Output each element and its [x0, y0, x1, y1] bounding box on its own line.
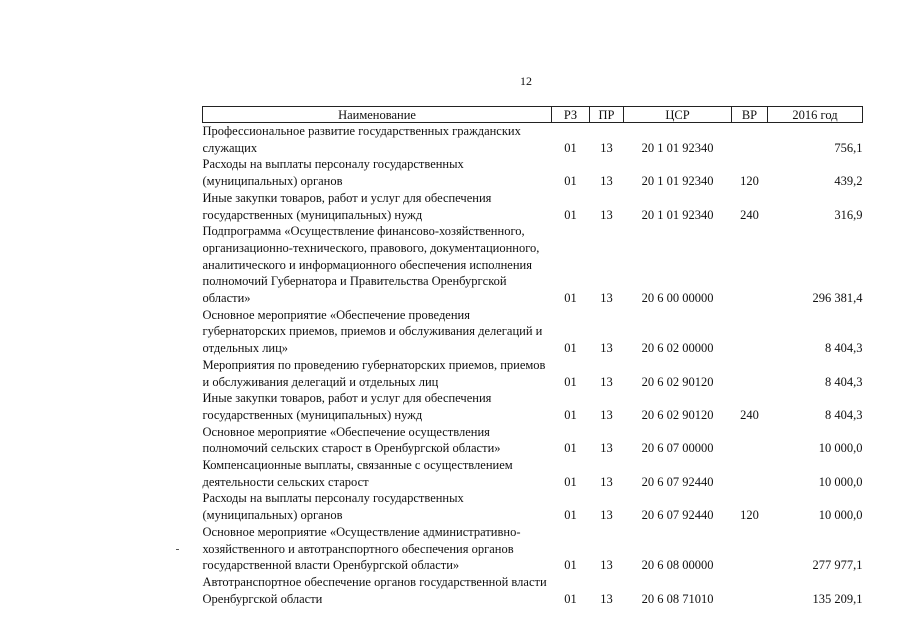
cell-vr	[732, 457, 768, 490]
cell-csr: 20 1 01 92340	[641, 174, 714, 189]
cell-rz: 01	[564, 474, 577, 489]
cell-rz: 01	[564, 508, 577, 523]
cell-vr: 120	[740, 508, 759, 523]
header-vr: ВР	[732, 107, 768, 123]
table-header-row	[203, 107, 863, 123]
cell-vr	[732, 223, 768, 307]
table-row	[203, 307, 863, 357]
cell-name: Компенсационные выплаты, связанные с осуществлением деятельности сельских старост	[202, 458, 513, 489]
cell-csr: 20 6 07 92440	[641, 474, 714, 489]
cell-rz: 01	[564, 591, 577, 606]
cell-csr: 20 6 02 90120	[641, 374, 714, 389]
cell-vr	[732, 123, 768, 157]
cell-name: Иные закупки товаров, работ и услуг для обеспечения государственных (муниципальных) нужд	[202, 391, 492, 422]
cell-vr	[732, 524, 768, 574]
cell-vr	[732, 424, 768, 457]
table-row	[203, 390, 863, 423]
cell-csr: 20 6 07 92440	[641, 508, 714, 523]
table-row	[203, 574, 863, 607]
header-rz: РЗ	[552, 107, 590, 123]
cell-pr: 13	[600, 441, 613, 456]
cell-pr: 13	[600, 341, 613, 356]
cell-sum: 8 404,3	[825, 407, 863, 422]
cell-rz: 01	[564, 374, 577, 389]
cell-sum: 8 404,3	[825, 374, 863, 389]
cell-rz: 01	[564, 558, 577, 573]
cell-pr: 13	[600, 374, 613, 389]
cell-rz: 01	[564, 441, 577, 456]
cell-sum: 316,9	[834, 207, 863, 222]
cell-pr: 13	[600, 474, 613, 489]
table-row	[203, 123, 863, 157]
header-sum: 2016 год	[768, 107, 863, 123]
cell-vr: 240	[740, 407, 759, 422]
cell-pr: 13	[600, 591, 613, 606]
cell-vr	[732, 357, 768, 390]
cell-sum: 296 381,4	[812, 291, 863, 306]
budget-table	[202, 106, 863, 607]
cell-name: Мероприятия по проведению губернаторских приемов, приемов и обслуживания делегаций и отдельных лиц	[202, 357, 546, 389]
cell-rz: 01	[564, 140, 577, 155]
header-pr: ПР	[590, 107, 624, 123]
cell-rz: 01	[564, 407, 577, 422]
cell-rz: 01	[564, 174, 577, 189]
cell-pr: 13	[600, 407, 613, 422]
cell-sum: 439,2	[834, 174, 863, 189]
table-row	[203, 424, 863, 457]
cell-pr: 13	[600, 207, 613, 222]
cell-name: Основное мероприятие «Обеспечение проведения губернаторских приемов, приемов и обслуживания делегаций и отдельных лиц»	[202, 307, 543, 356]
cell-name: Основное мероприятие «Осуществление административно-хозяйственного и автотранспортного обеспечения органов государственной власти Оренбургской области»	[202, 524, 521, 573]
table-row	[203, 457, 863, 490]
table-row	[203, 190, 863, 223]
cell-sum: 10 000,0	[818, 474, 863, 489]
cell-sum: 135 209,1	[812, 591, 863, 606]
cell-name: Профессиональное развитие государственных гражданских служащих	[202, 124, 521, 155]
cell-csr: 20 6 07 00000	[641, 441, 714, 456]
cell-sum: 756,1	[834, 140, 863, 155]
cell-name: Подпрограмма «Осуществление финансово-хозяйственного, организационно-технического, правового, документационного, аналитического и информационного обеспечения исполнения полномочий Губернатора и Правительства Оренбургской области»	[202, 224, 540, 306]
cell-name: Иные закупки товаров, работ и услуг для обеспечения государственных (муниципальных) нужд	[202, 190, 492, 222]
cell-vr: 240	[740, 207, 759, 222]
cell-sum: 277 977,1	[812, 558, 863, 573]
page-number: 12	[520, 74, 532, 88]
table-row	[203, 223, 863, 307]
cell-csr: 20 6 02 00000	[641, 341, 714, 356]
cell-pr: 13	[600, 291, 613, 306]
cell-sum: 10 000,0	[818, 508, 863, 523]
cell-rz: 01	[564, 291, 577, 306]
cell-csr: 20 6 08 00000	[641, 558, 714, 573]
cell-vr	[732, 574, 768, 607]
cell-csr: 20 6 02 90120	[641, 407, 714, 422]
header-name: Наименование	[203, 107, 552, 123]
cell-csr: 20 1 01 92340	[641, 207, 714, 222]
table-row	[203, 490, 863, 523]
table-row	[203, 156, 863, 189]
cell-pr: 13	[600, 174, 613, 189]
cell-rz: 01	[564, 207, 577, 222]
cell-pr: 13	[600, 508, 613, 523]
cell-name: Расходы на выплаты персоналу государственных (муниципальных) органов	[202, 157, 464, 189]
cell-name: Автотранспортное обеспечение органов государственной власти Оренбургской области	[202, 574, 547, 606]
cell-pr: 13	[600, 140, 613, 155]
cell-rz: 01	[564, 341, 577, 356]
cell-vr	[732, 307, 768, 357]
scan-artifact-mark	[176, 549, 179, 550]
table-body	[203, 123, 863, 608]
cell-csr: 20 1 01 92340	[641, 140, 714, 155]
cell-csr: 20 6 00 00000	[641, 291, 714, 306]
cell-name: Основное мероприятие «Обеспечение осуществления полномочий сельских старост в Оренбургской области»	[202, 424, 501, 456]
cell-vr: 120	[740, 174, 759, 189]
cell-sum: 8 404,3	[825, 341, 863, 356]
cell-name: Расходы на выплаты персоналу государственных (муниципальных) органов	[202, 491, 464, 523]
cell-sum: 10 000,0	[818, 441, 863, 456]
cell-pr: 13	[600, 558, 613, 573]
cell-csr: 20 6 08 71010	[641, 591, 714, 606]
table-row	[203, 357, 863, 390]
table-row	[203, 524, 863, 574]
header-csr: ЦСР	[624, 107, 732, 123]
